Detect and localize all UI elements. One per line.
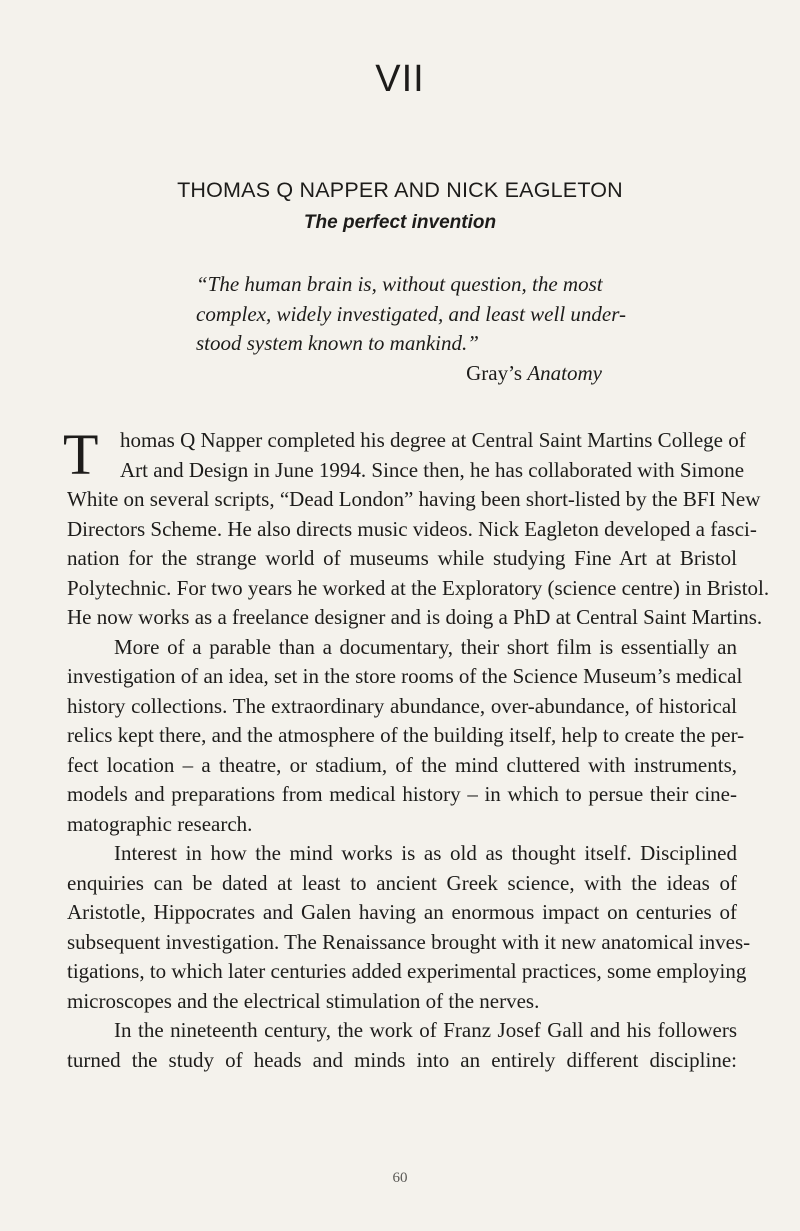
text-line: In the nineteenth century, the work of Franz Josef Gall and his followers [114,1018,737,1042]
text-line: turned the study of heads and minds into an entirely different discipline: [67,1047,737,1072]
page-number: 60 [392,1170,408,1186]
text-line: White on several scripts, “Dead London” having been short-listed by the BFI New [67,487,761,511]
text-line: More of a parable than a documentary, their short film is essentially an [114,634,737,659]
text-line: microscopes and the electrical stimulation of the nerves. [67,988,540,1013]
body-text [63,422,770,1075]
text-line: investigation of an idea, set in the store rooms of the Science Museum’s medical [67,664,743,688]
text-line: relics kept there, and the atmosphere of the building itself, help to create the per- [67,723,745,747]
epigraph-line: stood system known to mankind.” [196,331,479,355]
text-line: homas Q Napper completed his degree at Central Saint Martins College of [120,428,746,452]
epigraph-line: “The human brain is, without question, the most [196,272,603,296]
paragraph [67,839,751,1016]
paragraph [67,633,745,840]
text-line: enquiries can be dated at least to ancient Greek science, with the ideas of [67,870,737,895]
text-line: fect location – a theatre, or stadium, of the mind cluttered with instruments, [67,752,737,777]
text-line: Art and Design in June 1994. Since then, he has collaborated with Simone [120,457,745,482]
text-line: Aristotle, Hippocrates and Galen having an enormous impact on centuries of [67,900,737,924]
epigraph [196,270,626,359]
attribution-title: Anatomy [527,361,602,385]
text-line: subsequent investigation. The Renaissance brought with it new anatomical inves- [67,929,751,954]
text-line: nation for the strange world of museums while studying Fine Art at Bristol [67,546,737,570]
text-line: history collections. The extraordinary abundance, over-abundance, of historical [67,693,737,718]
drop-cap: T [63,422,99,487]
paragraph [67,1016,737,1075]
epigraph-line: complex, widely investigated, and least well under- [196,301,626,326]
paragraph [63,422,770,633]
text-line: Directors Scheme. He also directs music videos. Nick Eagleton developed a fasci- [67,516,757,541]
text-line: Interest in how the mind works is as old as thought itself. Disciplined [114,841,737,865]
chapter-authors: THOMAS Q NAPPER AND NICK EAGLETON [177,178,623,202]
text-line: matographic research. [67,811,253,836]
text-line: He now works as a freelance designer and is doing a PhD at Central Saint Martins. [67,605,763,629]
epigraph-attribution [196,359,602,389]
text-line: Polytechnic. For two years he worked at the Exploratory (science centre) in Bristol. [67,575,770,600]
chapter-subtitle: The perfect invention [303,212,497,233]
attribution-author: Gray’s [466,361,523,385]
text-line: models and preparations from medical history – in which to persue their cine- [67,782,737,806]
chapter-number: VII [375,58,425,100]
text-line: tigations, to which later centuries added experimental practices, some employing [67,959,747,983]
